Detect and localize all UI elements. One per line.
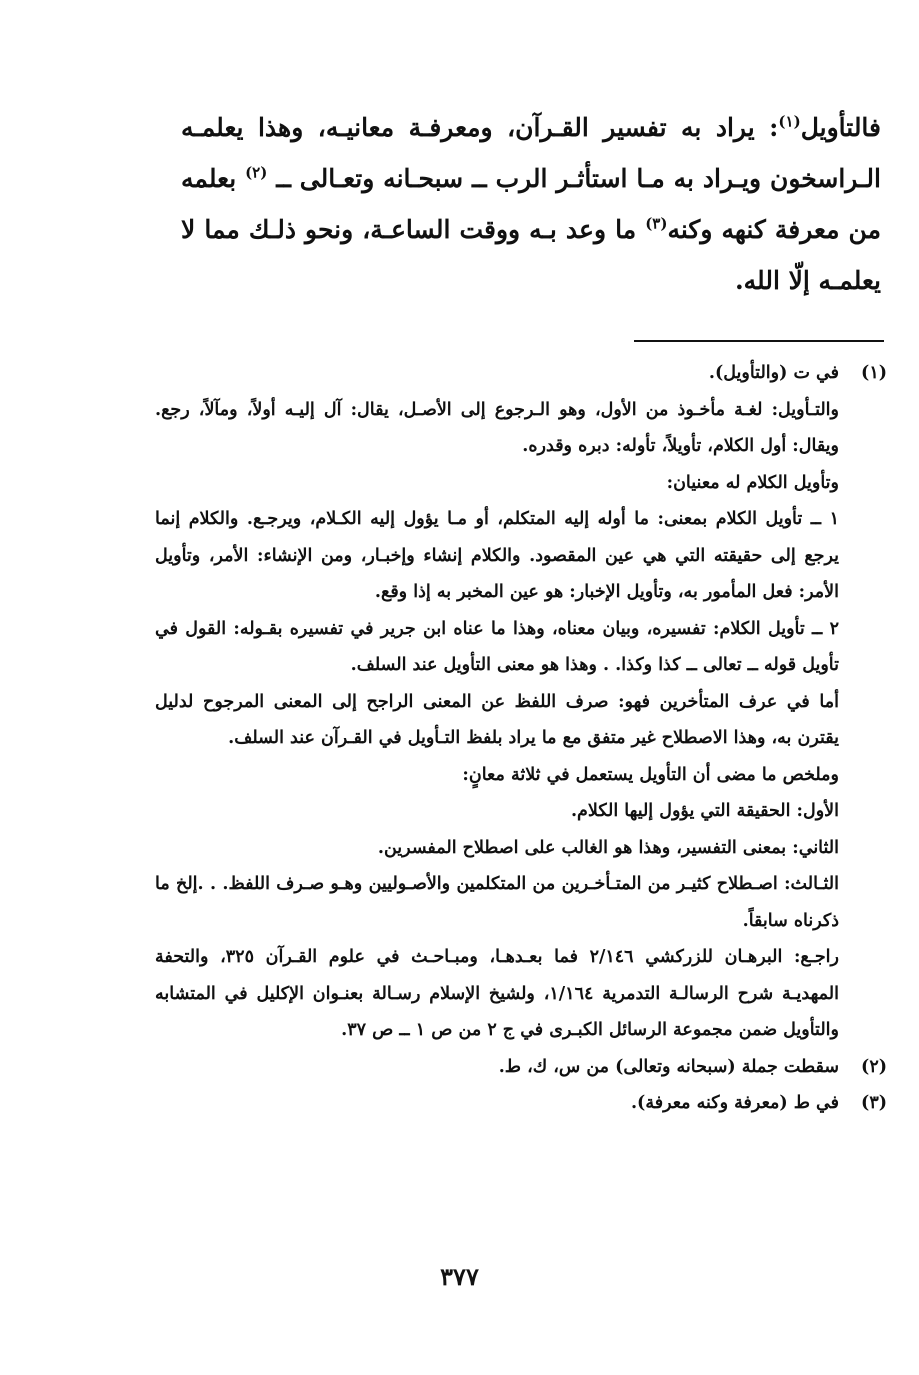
- footnotes-section: [27, 355, 887, 1122]
- footnote-ref-1: (١): [778, 112, 801, 131]
- main-paragraph: [181, 102, 881, 306]
- footnote-ref-3: (٣): [645, 214, 668, 233]
- footnote-paragraph: الثاني: بمعنى التفسير، وهذا هو الغالب على اصطلاح المفسرين.: [377, 837, 839, 858]
- main-text-part-3: ما وعد بـه ووقت الساعـة، ونحو ذلـك مما لا يعلمـه إلّا الله.: [181, 215, 881, 295]
- footnote-paragraph: ٢ ــ تأويل الكلام: تفسيره، وبيان معناه، وهذا ما عناه ابن جرير في تفسيره بقـوله: القول في تأويل قوله ــ تعالى ــ كذا وكذا. . وهذا هو معنى التأويل عند السلف.: [155, 618, 839, 675]
- footnote-paragraph: الثـالث: اصـطلاح كثيـر من المتـأخـرين من المتكلمين والأصـوليين وهـو صـرف اللفظ. . .إلخ ما ذكرناه سابقاً.: [155, 874, 839, 931]
- footnote-paragraph: في ت (والتأويل).: [708, 363, 839, 383]
- main-text-part-1: : يراد به تفسير القـرآن، ومعرفـة معانيـه، وهذا يعلمـه الـراسخون ويـراد به مـا استأثـر الرب ــ سبحـانه وتعـالى ــ: [181, 113, 881, 193]
- footnote-paragraph: وتأويل الكلام له معنيان:: [666, 472, 839, 493]
- footnote-number: (٢): [861, 1056, 887, 1077]
- footnote-paragraph: وملخص ما مضى أن التأويل يستعمل في ثلاثة معانٍ:: [462, 764, 839, 785]
- footnote-divider: [634, 340, 884, 342]
- footnote-3: [27, 1085, 887, 1122]
- footnote-body: [155, 1049, 839, 1086]
- footnote-paragraph: أما في عرف المتأخرين فهو: صرف اللفظ عن المعنى الراجح إلى المعنى المرجوح لدليل يقترن به، وهذا الاصطلاح غير متفق مع ما يراد بلفظ التـأويل في القـرآن عند السلف.: [155, 691, 839, 748]
- footnote-number: (١): [861, 363, 887, 383]
- main-text-block: [181, 102, 881, 306]
- footnote-paragraph: سقطت جملة (سبحانه وتعالى) من س، ك، ط.: [498, 1056, 839, 1077]
- footnote-paragraph: والتـأويل: لغـة مأخـوذ من الأول، وهو الـرجوع إلى الأصـل، يقال: آل إليـه أولاً، ومآلاً، رجع. ويقال: أول الكلام، تأويلاً، تأوله: دبره وقدره.: [155, 399, 839, 456]
- main-text-part-2: بعلمه من معرفة كنهه وكنه: [181, 164, 881, 244]
- footnote-number: (٣): [861, 1093, 887, 1113]
- footnote-2: [27, 1049, 887, 1086]
- footnote-1: [27, 355, 887, 1049]
- footnote-paragraph: الأول: الحقيقة التي يؤول إليها الكلام.: [570, 801, 839, 821]
- page-number: ٣٧٧: [440, 1262, 479, 1291]
- lead-word: فالتأويل: [800, 113, 881, 142]
- footnote-body: [155, 355, 839, 1049]
- footnote-body: [155, 1085, 839, 1122]
- footnote-paragraph: ١ ــ تأويل الكلام بمعنى: ما أوله إليه المتكلم، أو مـا يؤول إليه الكـلام، ويرجـع. والكلام إنما يرجع إلى حقيقته التي هي عين المقصود. والكلام إنشاء وإخبـار، ومن الإنشاء: الأمر، وتأويل الأمر: فعل المأمور به، وتأويل الإخبار: هو عين المخبر به إذا وقع.: [155, 509, 839, 602]
- footnote-paragraph: في ط (معرفة وكنه معرفة).: [630, 1093, 839, 1113]
- footnote-paragraph: راجـع: البرهـان للزركشي ٢/١٤٦ فما بعـدهـا، ومبـاحـث في علوم القـرآن ٣٢٥، والتحفة المهديـة شرح الرسالـة التدمرية ١/١٦٤، ولشيخ الإسلام رسـالة بعنـوان الإكليل في المتشابه والتأويل ضمن مجموعة الرسائل الكبـرى في ج ٢ من ص ١ ــ ص ٣٧.: [155, 947, 840, 1040]
- footnote-ref-2: (٢): [245, 163, 268, 182]
